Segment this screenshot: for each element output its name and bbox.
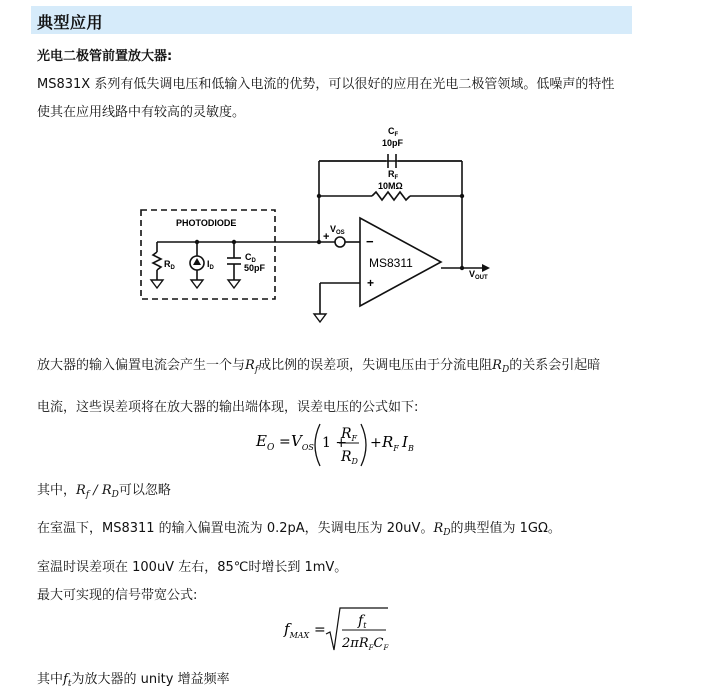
- cd-label: $C_D$: [245, 252, 256, 264]
- text4-line: 室温时误差项在 100uV 左右，85℃时增长到 1mV。: [37, 560, 348, 575]
- bandwidth-formula: [280, 604, 410, 656]
- ground-icon: [314, 314, 326, 322]
- formula2-lhs: $f_{MAX}$: [284, 620, 310, 640]
- right-paren: [361, 424, 366, 466]
- text1-line-2: 电流，这些误差项将在放大器的输出端体现，误差电压的公式如下:: [37, 400, 419, 415]
- formula1-num: $R_F$: [341, 426, 358, 443]
- section-title: 典型应用: [37, 13, 104, 32]
- ground-icon: [151, 280, 163, 288]
- intro-line-2: 使其在应用线路中有较高的灵敏度。: [37, 105, 246, 120]
- formula1-tail-plus: +: [370, 435, 382, 451]
- formula1-v: $V_{OS}$: [291, 432, 314, 452]
- formula2-num: $f_t$: [358, 613, 367, 630]
- vout-label: $V_{OUT}$: [469, 269, 488, 281]
- rd-label: $R_D$: [164, 259, 175, 271]
- formula1-eq: =: [279, 434, 291, 450]
- intro-line-1: MS831X 系列有低失调电压和低输入电流的优势，可以很好的应用在光电二极管领域。低噪声的特性: [37, 77, 615, 92]
- text2-line: 其中，$R_f / R_D$可以忽略: [37, 483, 171, 500]
- vos-plus: +: [323, 231, 330, 243]
- photodiode-preamp-circuit: [120, 122, 520, 332]
- formula2-eq: =: [314, 622, 326, 638]
- error-voltage-formula: [250, 420, 430, 472]
- text6-line: 其中$f_t$为放大器的 unity 增益频率: [37, 672, 230, 689]
- opamp-plus: +: [367, 276, 375, 290]
- section-header-bar: [31, 6, 632, 34]
- rf-resistor: [372, 192, 410, 200]
- ground-icon: [191, 280, 203, 288]
- rd-resistor: [153, 252, 161, 270]
- formula2-den: $2\pi R_FC_F$: [342, 636, 389, 652]
- vos-label: $V_{OS}$: [330, 224, 345, 236]
- rf-label: $R_F$: [388, 169, 399, 181]
- formula1-tail-r: $R_F$: [382, 433, 399, 453]
- id-label: $I_D$: [207, 259, 214, 271]
- text5-line: 最大可实现的信号带宽公式:: [37, 588, 198, 603]
- left-paren: [315, 424, 320, 466]
- cd-value: 50pF: [244, 263, 266, 273]
- formula1-one-plus: 1 +: [322, 435, 348, 451]
- output-arrow-icon: [482, 264, 490, 272]
- ground-icon: [228, 280, 240, 288]
- text3-line: 在室温下，MS8311 的输入偏置电流为 0.2pA，失调电压为 20uV。$R_D$的典型值为 1GΩ。: [37, 521, 561, 538]
- vos-source: [335, 237, 345, 247]
- formula1-tail-i: $I_B$: [402, 433, 414, 453]
- text1-line-1: 放大器的输入偏置电流会产生一个与$R_f$成比例的误差项，失调电压由于分流电阻$R_D$的关系会引起暗: [37, 358, 601, 375]
- opamp-label: MS8311: [369, 256, 413, 270]
- formula1-den: $R_D$: [341, 449, 358, 466]
- opamp-minus: −: [366, 234, 374, 249]
- subtitle: 光电二极管前置放大器:: [37, 49, 173, 64]
- current-arrow-icon: [193, 258, 201, 265]
- cf-value: 10pF: [382, 138, 404, 148]
- photodiode-label: PHOTODIODE: [176, 218, 237, 228]
- formula1-lhs: $E_O$: [256, 432, 275, 453]
- cf-label: $C_F$: [388, 126, 399, 138]
- rf-value: 10MΩ: [378, 181, 403, 191]
